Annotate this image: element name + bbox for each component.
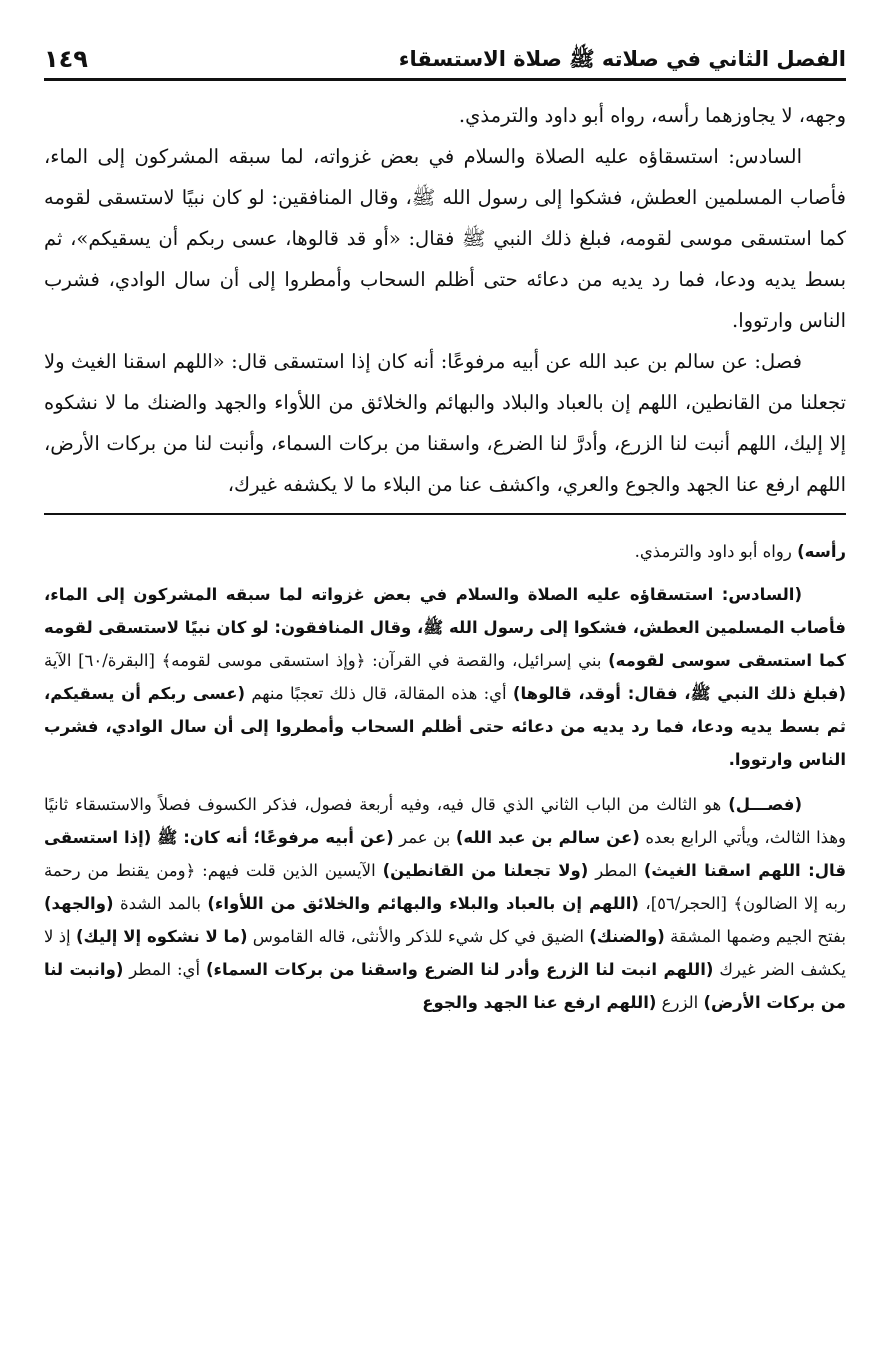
commentary-text: بن عمر bbox=[393, 828, 456, 847]
commentary-text: أي: المطر bbox=[123, 960, 206, 979]
quoted-text: (ما لا نشكوه إلا إليك) bbox=[75, 927, 248, 946]
commentary-text: بالمد الشدة bbox=[113, 894, 208, 913]
commentary-text: الضيق في كل شيء للذكر والأنثى، قاله القاموس bbox=[247, 927, 590, 946]
quoted-text: (والجهد) bbox=[44, 894, 114, 913]
quoted-text: (السادس: استسقاؤه عليه الصلاة والسلام في بعض غزواته لما سبقه المشركون إلى الماء، فأصاب المسلمين العطش، فشكوا إلى رسول الله ﷺ، وقال المنافقون: لو كان نبيًا لاستسقى لقومه كما استسقى سوسى لقومه) bbox=[44, 585, 846, 670]
quoted-text: (اللهم انبت لنا الزرع وأدر لنا الضرع واسقنا من بركات السماء) bbox=[205, 960, 714, 979]
quoted-text: (فبلغ ذلك النبي ﷺ، فقال: أوقد، قالوها) bbox=[512, 684, 846, 703]
commentary-text: إذ لا يكشف الضر غيرك bbox=[44, 927, 846, 979]
commentary bbox=[44, 535, 846, 1019]
quoted-text: (عن سالم بن عبد الله) bbox=[455, 828, 640, 847]
quoted-text: (اللهم إن بالعباد والبلاء والبهائم والخلائق من اللأواء) bbox=[207, 894, 639, 913]
commentary-text: رواه أبو داود والترمذي. bbox=[634, 542, 798, 561]
quoted-text: (اللهم ارفع عنا الجهد والجوع bbox=[422, 993, 657, 1012]
commentary-paragraph-1 bbox=[44, 535, 846, 568]
commentary-text: أي: هذه المقالة، قال ذلك تعجبًا منهم bbox=[245, 684, 513, 703]
quoted-text: (ولا تجعلنا من القانطين) bbox=[382, 861, 589, 880]
book-page bbox=[44, 32, 846, 1031]
quoted-text: (عسى ربكم أن يسقيكم، ثم بسط يديه ودعا، فما رد يديه من دعائه حتى أظلم السحاب وأمطروا إلى أن سال الوادي، فشرب الناس وارتووا. bbox=[44, 684, 846, 769]
commentary-text: بني إسرائيل، والقصة في القرآن: ﴿وإذ استسقى موسى لقومه﴾ [البقرة/٦٠] الآية bbox=[44, 651, 609, 670]
matn-paragraph-1: وجهه، لا يجاوزهما رأسه، رواه أبو داود والترمذي. bbox=[458, 104, 846, 127]
commentary-text: هو الثالث من الباب الثاني الذي قال فيه، وفيه أربعة فصول، فذكر الكسوف فصلاً والاستسقاء ثانيًا وهذا الثالث، ويأتي الرابع بعده bbox=[44, 795, 847, 847]
commentary-paragraph-3 bbox=[44, 788, 846, 1019]
main-text bbox=[44, 95, 846, 505]
matn-paragraph-3: فصل: عن سالم بن عبد الله عن أبيه مرفوعًا: أنه كان إذا استسقى قال: «اللهم اسقنا الغيث ولا تجعلنا من القانطين، اللهم إن بالعباد والبلاد والبهائم والخلائق من اللأواء والجهد والضنك ما لا نشكوه إلا إليك، اللهم أنبت لنا الزرع، وأدرَّ لنا الضرع، واسقنا من بركات السماء، وأنبت لنا من بركات الأرض، اللهم ارفع عنا الجهد والجوع والعري، واكشف عنا من البلاء ما لا يكشفه غيرك، bbox=[44, 350, 846, 496]
quoted-text: (عن أبيه مرفوعًا؛ أنه كان: ﷺ (إذا استسقى قال: اللهم اسقنا الغيث) bbox=[44, 828, 847, 880]
quoted-text: (فصـــل) bbox=[728, 795, 802, 814]
section-divider bbox=[44, 513, 846, 515]
matn-paragraph-2: السادس: استسقاؤه عليه الصلاة والسلام في بعض غزواته، لما سبقه المشركون إلى الماء، فأصاب المسلمين العطش، فشكوا إلى رسول الله ﷺ، وقال المنافقين: لو كان نبيًا لاستسقى لقومه كما استسقى موسى لقومه، فبلغ ذلك النبي ﷺ فقال: «أو قد قالوها، عسى ربكم أن يسقيكم»، ثم بسط يديه ودعا، فما رد يديه من دعائه حتى أظلم السحاب وأمطروا إلى أن سال الوادي، فشرب الناس وارتووا. bbox=[44, 145, 846, 332]
quoted-text: (والضنك) bbox=[589, 927, 665, 946]
quoted-text: (وانبت لنا من بركات الأرض) bbox=[44, 960, 846, 1012]
quoted-text: رأسه) bbox=[797, 542, 846, 561]
running-title: الفصل الثاني في صلاته ﷺ صلاة الاستسقاء bbox=[398, 47, 846, 71]
commentary-paragraph-2 bbox=[44, 578, 846, 776]
commentary-text: بفتح الجيم وضمها المشقة bbox=[664, 927, 846, 946]
commentary-text: الآيسين الذين قلت فيهم: ﴿ومن يقنط من رحمة ربه إلا الضالون﴾ [الحجر/٥٦]، bbox=[44, 861, 846, 913]
page-number: ١٤٩ bbox=[44, 45, 88, 73]
page-header bbox=[44, 32, 846, 81]
commentary-text: المطر bbox=[588, 861, 644, 880]
commentary-text: الزرع bbox=[656, 993, 704, 1012]
